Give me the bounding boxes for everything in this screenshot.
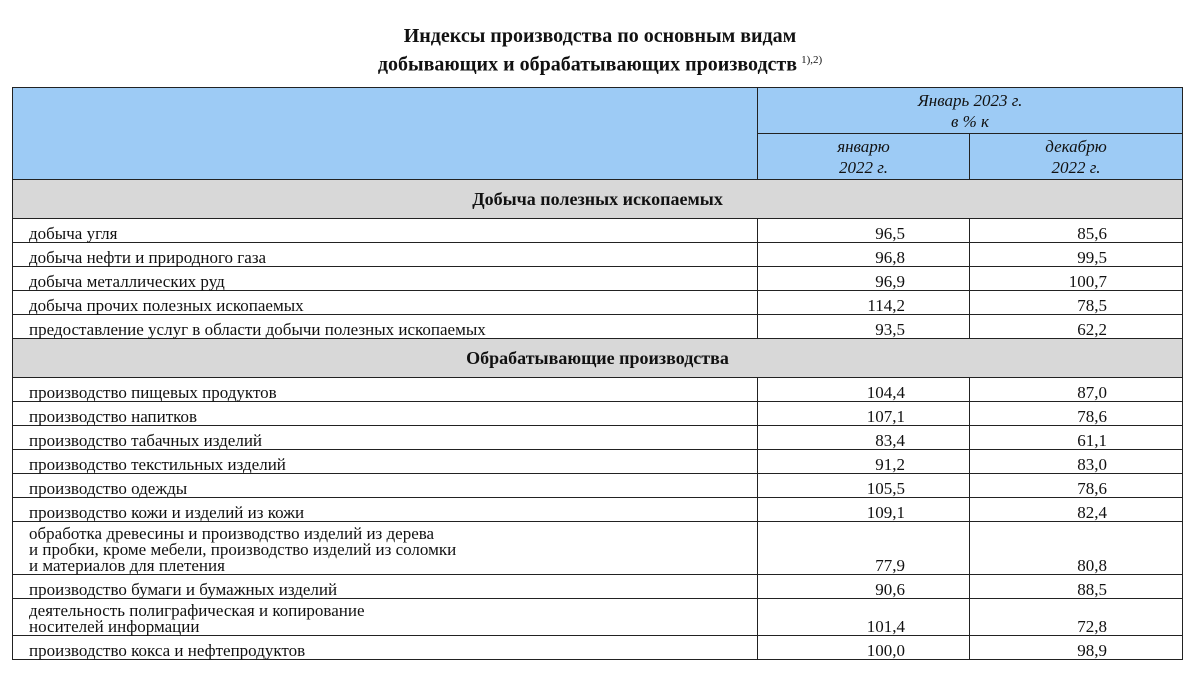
row-indicator-name-line: производство кожи и изделий из кожи <box>29 503 305 522</box>
table-row <box>13 636 1183 660</box>
table-row <box>13 267 1183 291</box>
row-indicator-name-line: производство табачных изделий <box>29 431 263 450</box>
row-indicator-name <box>13 426 758 450</box>
row-indicator-name <box>13 599 758 636</box>
value-vs-january-2022: 101,4 <box>758 599 970 636</box>
value-vs-january-2022: 96,5 <box>758 219 970 243</box>
header-col-january-line1: январю <box>837 136 890 156</box>
value-vs-january-2022: 93,5 <box>758 315 970 339</box>
row-indicator-name <box>13 315 758 339</box>
production-index-table <box>12 87 1183 660</box>
row-indicator-name <box>13 402 758 426</box>
value-vs-january-2022: 96,9 <box>758 267 970 291</box>
header-col-december-line2: 2022 г. <box>1051 157 1101 177</box>
row-indicator-name-line: производство напитков <box>29 407 198 426</box>
value-vs-december-2022: 78,6 <box>970 402 1183 426</box>
header-col-january-line2: 2022 г. <box>839 157 888 177</box>
row-indicator-name-line: производство текстильных изделий <box>29 455 286 474</box>
row-indicator-name-line: добыча угля <box>29 224 118 243</box>
value-vs-january-2022: 91,2 <box>758 450 970 474</box>
value-vs-december-2022: 72,8 <box>970 599 1183 636</box>
header-period-title: Январь 2023 г. <box>917 90 1023 110</box>
row-indicator-name <box>13 243 758 267</box>
row-indicator-name <box>13 498 758 522</box>
table-row <box>13 426 1183 450</box>
section-row <box>13 339 1183 378</box>
table-row <box>13 378 1183 402</box>
header-col-december-line1: декабрю <box>1045 136 1107 156</box>
table-row <box>13 291 1183 315</box>
table-row <box>13 474 1183 498</box>
value-vs-december-2022: 78,5 <box>970 291 1183 315</box>
value-vs-january-2022: 107,1 <box>758 402 970 426</box>
value-vs-december-2022: 62,2 <box>970 315 1183 339</box>
value-vs-december-2022: 99,5 <box>970 243 1183 267</box>
header-period-cell <box>758 88 1183 134</box>
row-indicator-name-line: добыча металлических руд <box>29 272 225 291</box>
row-indicator-name <box>13 636 758 660</box>
row-indicator-name-line: производство одежды <box>29 479 188 498</box>
header-col-december <box>970 134 1183 180</box>
title-line-1: Индексы производства по основным видам <box>403 25 797 47</box>
title-line-2 <box>0 48 1200 77</box>
section-title: Обрабатывающие производства <box>13 339 1183 378</box>
value-vs-january-2022: 77,9 <box>758 522 970 575</box>
value-vs-december-2022: 98,9 <box>970 636 1183 660</box>
table-row <box>13 450 1183 474</box>
value-vs-december-2022: 61,1 <box>970 426 1183 450</box>
row-indicator-name <box>13 267 758 291</box>
row-indicator-name-line: производство пищевых продуктов <box>29 383 277 402</box>
row-indicator-name-line: добыча нефти и природного газа <box>29 248 267 267</box>
document-title <box>0 24 1200 77</box>
row-indicator-name <box>13 522 758 575</box>
row-indicator-name <box>13 291 758 315</box>
value-vs-january-2022: 100,0 <box>758 636 970 660</box>
table-row <box>13 315 1183 339</box>
value-vs-january-2022: 109,1 <box>758 498 970 522</box>
header-blank-cell <box>13 88 758 180</box>
value-vs-january-2022: 96,8 <box>758 243 970 267</box>
row-indicator-name-line: предоставление услуг в области добычи полезных ископаемых <box>29 320 486 339</box>
value-vs-december-2022: 87,0 <box>970 378 1183 402</box>
table-row <box>13 599 1183 636</box>
table-row <box>13 498 1183 522</box>
table-row <box>13 402 1183 426</box>
value-vs-january-2022: 83,4 <box>758 426 970 450</box>
row-indicator-name <box>13 450 758 474</box>
header-row-period <box>13 88 1183 134</box>
section-row <box>13 180 1183 219</box>
row-indicator-name <box>13 378 758 402</box>
row-indicator-name <box>13 474 758 498</box>
row-indicator-name-line: обработка древесины и производство изделий из дерева <box>29 524 435 543</box>
section-title: Добыча полезных ископаемых <box>13 180 1183 219</box>
value-vs-december-2022: 82,4 <box>970 498 1183 522</box>
row-indicator-name-line: носителей информации <box>29 617 200 636</box>
table-row <box>13 522 1183 575</box>
row-indicator-name-line: и пробки, кроме мебели, производство изделий из соломки <box>29 540 457 559</box>
value-vs-december-2022: 80,8 <box>970 522 1183 575</box>
value-vs-january-2022: 90,6 <box>758 575 970 599</box>
value-vs-december-2022: 83,0 <box>970 450 1183 474</box>
value-vs-december-2022: 85,6 <box>970 219 1183 243</box>
row-indicator-name-line: деятельность полиграфическая и копирование <box>29 601 365 620</box>
table-row <box>13 219 1183 243</box>
value-vs-december-2022: 88,5 <box>970 575 1183 599</box>
value-vs-january-2022: 104,4 <box>758 378 970 402</box>
value-vs-december-2022: 100,7 <box>970 267 1183 291</box>
value-vs-december-2022: 78,6 <box>970 474 1183 498</box>
row-indicator-name-line: производство бумаги и бумажных изделий <box>29 580 338 599</box>
row-indicator-name <box>13 575 758 599</box>
table-row <box>13 575 1183 599</box>
title-line-2-text: добывающих и обрабатывающих производств <box>377 53 798 76</box>
row-indicator-name <box>13 219 758 243</box>
row-indicator-name-line: производство кокса и нефтепродуктов <box>29 641 306 660</box>
table-row <box>13 243 1183 267</box>
header-period-subtitle: в % к <box>951 111 989 131</box>
row-indicator-name-line: добыча прочих полезных ископаемых <box>29 296 304 315</box>
value-vs-january-2022: 105,5 <box>758 474 970 498</box>
value-vs-january-2022: 114,2 <box>758 291 970 315</box>
header-col-january <box>758 134 970 180</box>
title-footnote: 1),2) <box>801 54 823 66</box>
row-indicator-name-line: и материалов для плетения <box>29 556 225 575</box>
